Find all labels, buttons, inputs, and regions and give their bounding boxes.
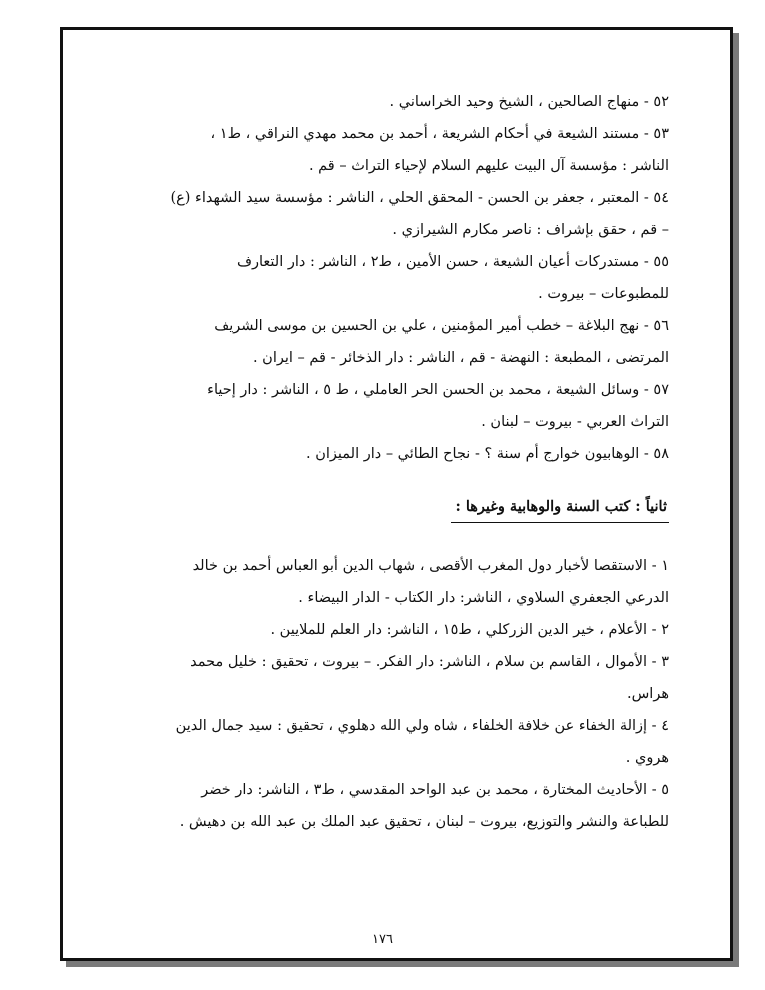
- reference-line: هروي .: [625, 750, 669, 766]
- reference-line: ٥ - الأحاديث المختارة ، محمد بن عبد الواحد المقدسي ، ط٣ ، الناشر: دار خضر: [201, 782, 669, 798]
- reference-line: – قم ، حقق بإشراف : ناصر مكارم الشيرازي .: [392, 222, 669, 238]
- reference-line: ٢ - الأعلام ، خير الدين الزركلي ، ط١٥ ، الناشر: دار العلم للملايين .: [270, 622, 669, 638]
- reference-line: ٥٢ - منهاج الصالحين ، الشيخ وحيد الخراساني .: [389, 94, 669, 110]
- reference-line: للطباعة والنشر والتوزيع، بيروت – لبنان ، تحقيق عبد الملك بن عبد الله بن دهيش .: [179, 814, 669, 830]
- reference-line: الدرعي الجعفري السلاوي ، الناشر: دار الكتاب - الدار البيضاء .: [298, 590, 669, 606]
- section-heading: ثانياً : كتب السنة والوهابية وغيرها :: [451, 492, 669, 523]
- references-section-2: [94, 550, 669, 838]
- reference-line: المرتضى ، المطبعة : النهضة - قم ، الناشر : دار الذخائر - قم – ايران .: [252, 350, 669, 366]
- page-number: ١٧٦: [372, 932, 393, 947]
- reference-line: ٥٣ - مستند الشيعة في أحكام الشريعة ، أحمد بن محمد مهدي النراقي ، ط١ ،: [210, 126, 669, 142]
- reference-line: ٥٧ - وسائل الشيعة ، محمد بن الحسن الحر العاملي ، ط ٥ ، الناشر : دار إحياء: [207, 382, 669, 398]
- reference-line: ٣ - الأموال ، القاسم بن سلام ، الناشر: دار الفكر. – بيروت ، تحقيق : خليل محمد: [190, 654, 669, 670]
- reference-line: ٥٦ - نهج البلاغة – خطب أمير المؤمنين ، علي بن الحسين بن موسى الشريف: [214, 318, 669, 334]
- references-section-1: [94, 86, 669, 470]
- page-content: [94, 86, 669, 838]
- section-heading-container: [94, 491, 669, 523]
- reference-line: للمطبوعات – بيروت .: [538, 286, 669, 302]
- reference-line: ٥٤ - المعتبر ، جعفر بن الحسن - المحقق الحلي ، الناشر : مؤسسة سيد الشهداء (ع): [170, 190, 669, 206]
- reference-line: ١ - الاستقصا لأخبار دول المغرب الأقصى ، شهاب الدين أبو العباس أحمد بن خالد: [192, 558, 669, 574]
- reference-line: ٤ - إزالة الخفاء عن خلافة الخلفاء ، شاه ولي الله دهلوي ، تحقيق : سيد جمال الدين: [175, 718, 669, 734]
- reference-line: التراث العربي - بيروت – لبنان .: [481, 414, 669, 430]
- reference-line: ٥٥ - مستدركات أعيان الشيعة ، حسن الأمين ، ط٢ ، الناشر : دار التعارف: [236, 254, 669, 270]
- reference-line: الناشر : مؤسسة آل البيت عليهم السلام لإحياء التراث – قم .: [308, 158, 669, 174]
- reference-line: ٥٨ - الوهابيون خوارج أم سنة ؟ - نجاح الطائي – دار الميزان .: [306, 446, 669, 462]
- reference-line: هراس.: [627, 686, 669, 702]
